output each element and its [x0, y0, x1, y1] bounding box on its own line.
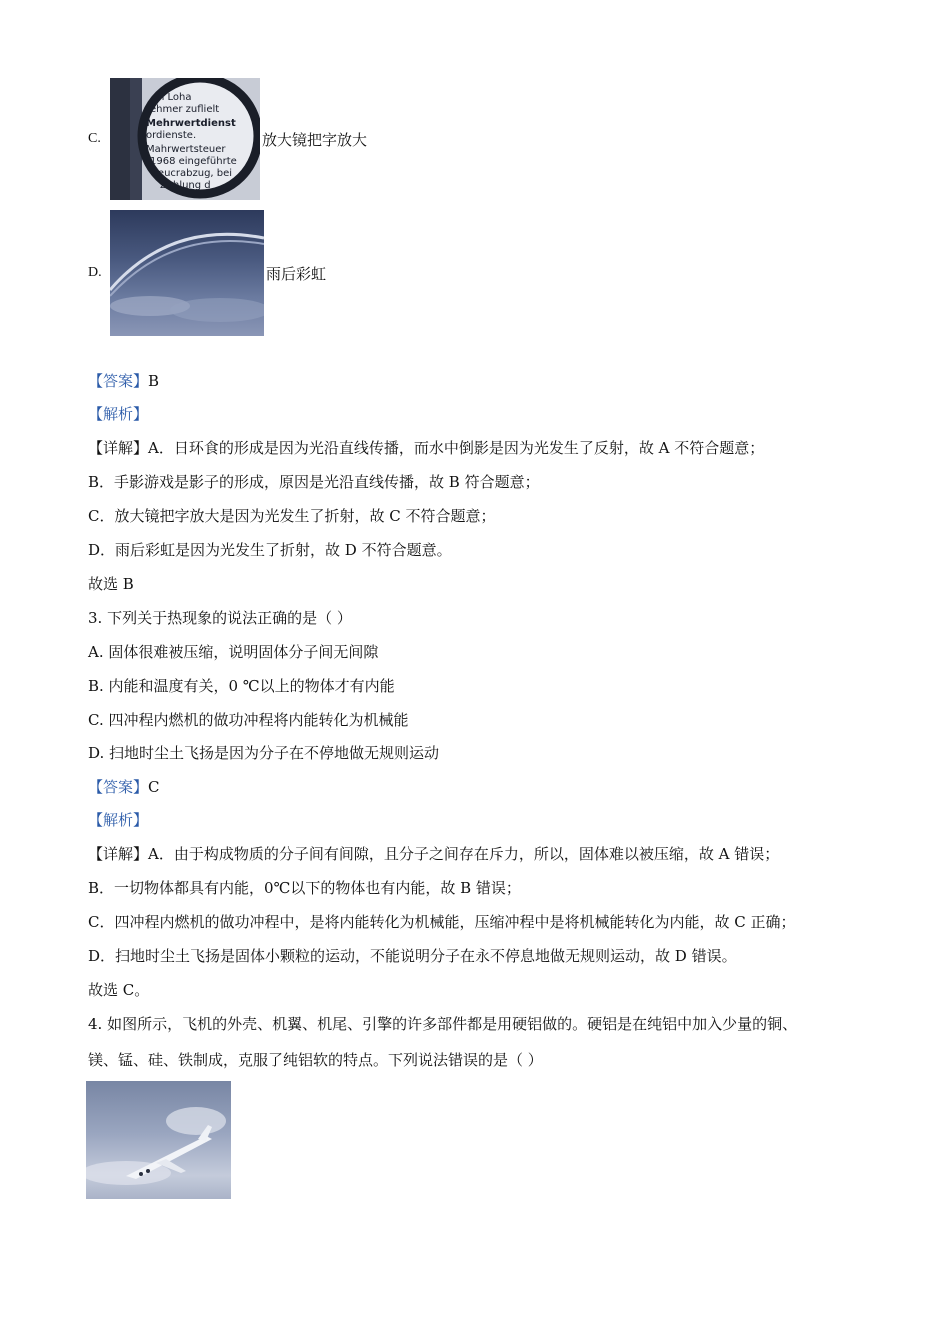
rainbow-icon [110, 210, 264, 336]
q3-answer [88, 777, 160, 797]
magnifier-photo [110, 78, 260, 200]
detail-tag: 【详解】 [88, 845, 149, 863]
snippet-word: Mahrwertsteuer [146, 144, 226, 155]
option-c-row [88, 78, 367, 200]
option-c-caption: 放大镜把字放大 [262, 130, 368, 149]
option-d-caption: 雨后彩虹 [266, 264, 327, 283]
snippet-word: Zahlung d [160, 180, 211, 191]
q3-stem: 3. 下列关于热现象的说法正确的是（ ） [88, 609, 352, 627]
answer-value: C [148, 778, 160, 796]
q3-option: D. 扫地时尘土飞扬是因为分子在不停地做无规则运动 [88, 744, 440, 762]
snippet-word: teucrabzug, bei [154, 168, 233, 179]
q2-detail-line: B．手影游戏是影子的形成，原因是光沿直线传播，故 B 符合题意； [88, 473, 540, 491]
q3-conclusion: 故选 C。 [88, 981, 150, 999]
option-d-letter: D. [88, 265, 102, 280]
q3-detail-line [88, 844, 779, 864]
magnifier-icon [110, 78, 260, 200]
airplane-icon [86, 1081, 231, 1199]
answer-tag: 【答案】 [88, 778, 149, 796]
detail-tag: 【详解】 [88, 439, 149, 457]
q3-option: C. 四冲程内燃机的做功冲程将内能转化为机械能 [88, 711, 409, 729]
option-d-row [88, 210, 326, 336]
snippet-word: Mehrwertdienst [146, 118, 236, 129]
airplane-photo [86, 1081, 231, 1199]
snippet-word: n Loha [158, 92, 192, 103]
detail-text: A．日环食的形成是因为光沿直线传播，而水中倒影是因为光发生了反射，故 A 不符合题意； [148, 439, 765, 457]
q2-analysis-tag: 【解析】 [88, 405, 149, 423]
q2-detail-line: D．雨后彩虹是因为光发生了折射，故 D 不符合题意。 [88, 541, 452, 559]
q2-answer [88, 371, 159, 391]
snippet-word: 1968 eingeführte [150, 156, 237, 167]
q3-option: A. 固体很难被压缩，说明固体分子间无间隙 [88, 643, 379, 661]
option-c-letter: C. [88, 131, 101, 146]
snippet-word: ordienste. [146, 130, 197, 141]
q3-analysis-tag: 【解析】 [88, 811, 149, 829]
q2-conclusion: 故选 B [88, 575, 134, 593]
q3-detail-line: B．一切物体都具有内能，0℃以下的物体也有内能，故 B 错误； [88, 879, 521, 897]
q4-stem-line2: 镁、锰、硅、铁制成，克服了纯铝软的特点。下列说法错误的是（ ） [88, 1051, 543, 1069]
q3-detail-line: D．扫地时尘土飞扬是固体小颗粒的运动，不能说明分子在永不停息地做无规则运动，故 D 错误。 [88, 947, 737, 965]
q3-detail-line: C．四冲程内燃机的做功冲程中，是将内能转化为机械能，压缩冲程中是将机械能转化为内能，故 C 正确； [88, 913, 796, 931]
answer-tag: 【答案】 [88, 372, 149, 390]
q4-stem-line1: 4. 如图所示，飞机的外壳、机翼、机尾、引擎的许多部件都是用硬铝做的。硬铝是在纯铝中加入少量的铜、 [88, 1015, 798, 1033]
q2-detail-line [88, 438, 764, 458]
snippet-word: ehmer zuflielt [150, 104, 220, 115]
detail-text: A．由于构成物质的分子间有间隙，且分子之间存在斥力，所以，固体难以被压缩，故 A 错误； [148, 845, 780, 863]
rainbow-photo [110, 210, 264, 336]
answer-value: B [148, 372, 160, 390]
q3-option: B. 内能和温度有关，0 ℃以上的物体才有内能 [88, 677, 395, 695]
q2-detail-line: C．放大镜把字放大是因为光发生了折射，故 C 不符合题意； [88, 507, 496, 525]
